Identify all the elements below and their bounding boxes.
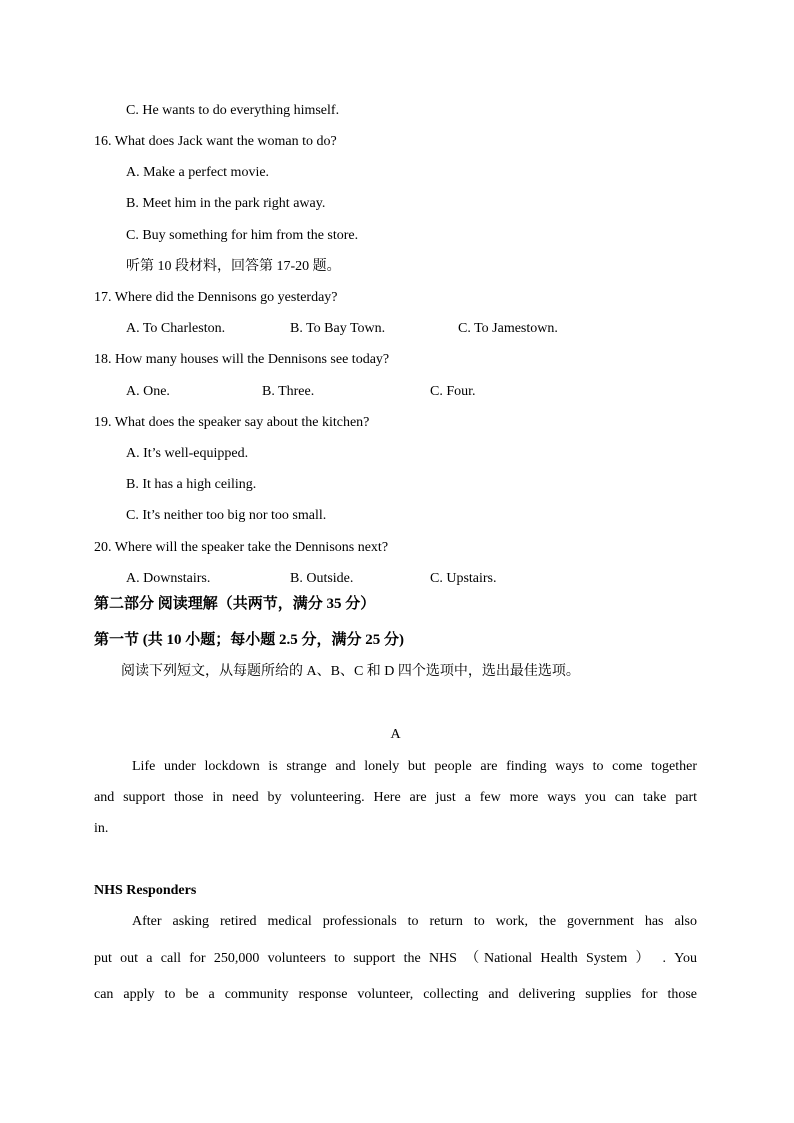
q18-option-c: C. Four. xyxy=(430,384,476,399)
q17-option-b: B. To Bay Town. xyxy=(290,321,386,336)
q18-option-a: A. One. xyxy=(126,384,170,399)
q17-question: 17. Where did the Dennisons go yesterday? xyxy=(94,290,338,305)
passage-para2-line1: After asking retired medical professionals to return to work, the government has also xyxy=(132,914,697,929)
q15-option-c: C. He wants to do everything himself. xyxy=(126,103,340,118)
listening-instruction: 听第 10 段材料，回答第 17-20 题。 xyxy=(126,259,341,274)
passage-label: A xyxy=(390,727,401,742)
q16-question: 16. What does Jack want the woman to do? xyxy=(94,134,337,149)
passage-para1-line3: in. xyxy=(94,821,109,836)
q20-option-c: C. Upstairs. xyxy=(430,571,497,586)
q16-option-a: A. Make a perfect movie. xyxy=(126,165,270,180)
q19-option-b: B. It has a high ceiling. xyxy=(126,477,257,492)
q19-question: 19. What does the speaker say about the kitchen? xyxy=(94,415,370,430)
section1-heading: 第一节 (共 10 小题；每小题 2.5 分，满分 25 分) xyxy=(94,632,404,648)
q17-option-a: A. To Charleston. xyxy=(126,321,226,336)
q16-option-c: C. Buy something for him from the store. xyxy=(126,228,359,243)
passage-para2-line3: can apply to be a community response volunteer, collecting and delivering supplies for those xyxy=(94,987,697,1002)
part2-heading: 第二部分 阅读理解（共两节，满分 35 分） xyxy=(94,596,376,612)
q20-question: 20. Where will the speaker take the Dennisons next? xyxy=(94,540,389,555)
q19-option-c: C. It’s neither too big nor too small. xyxy=(126,508,327,523)
q18-option-b: B. Three. xyxy=(262,384,315,399)
q20-option-a: A. Downstairs. xyxy=(126,571,211,586)
q18-question: 18. How many houses will the Dennisons see today? xyxy=(94,352,390,367)
passage-subheading: NHS Responders xyxy=(94,883,197,898)
q20-option-b: B. Outside. xyxy=(290,571,354,586)
passage-para1-line2: and support those in need by volunteering. Here are just a few more ways you can take part xyxy=(94,790,697,805)
passage-para2-line2: put out a call for 250,000 volunteers to support the NHS （National Health System ） . You xyxy=(94,951,697,966)
q17-option-c: C. To Jamestown. xyxy=(458,321,558,336)
q19-option-a: A. It’s well-equipped. xyxy=(126,446,249,461)
passage-para1-line1: Life under lockdown is strange and lonely but people are finding ways to come together xyxy=(132,759,697,774)
reading-instruction: 阅读下列短文，从每题所给的 A、B、C 和 D 四个选项中，选出最佳选项。 xyxy=(121,664,580,679)
q16-option-b: B. Meet him in the park right away. xyxy=(126,196,326,211)
